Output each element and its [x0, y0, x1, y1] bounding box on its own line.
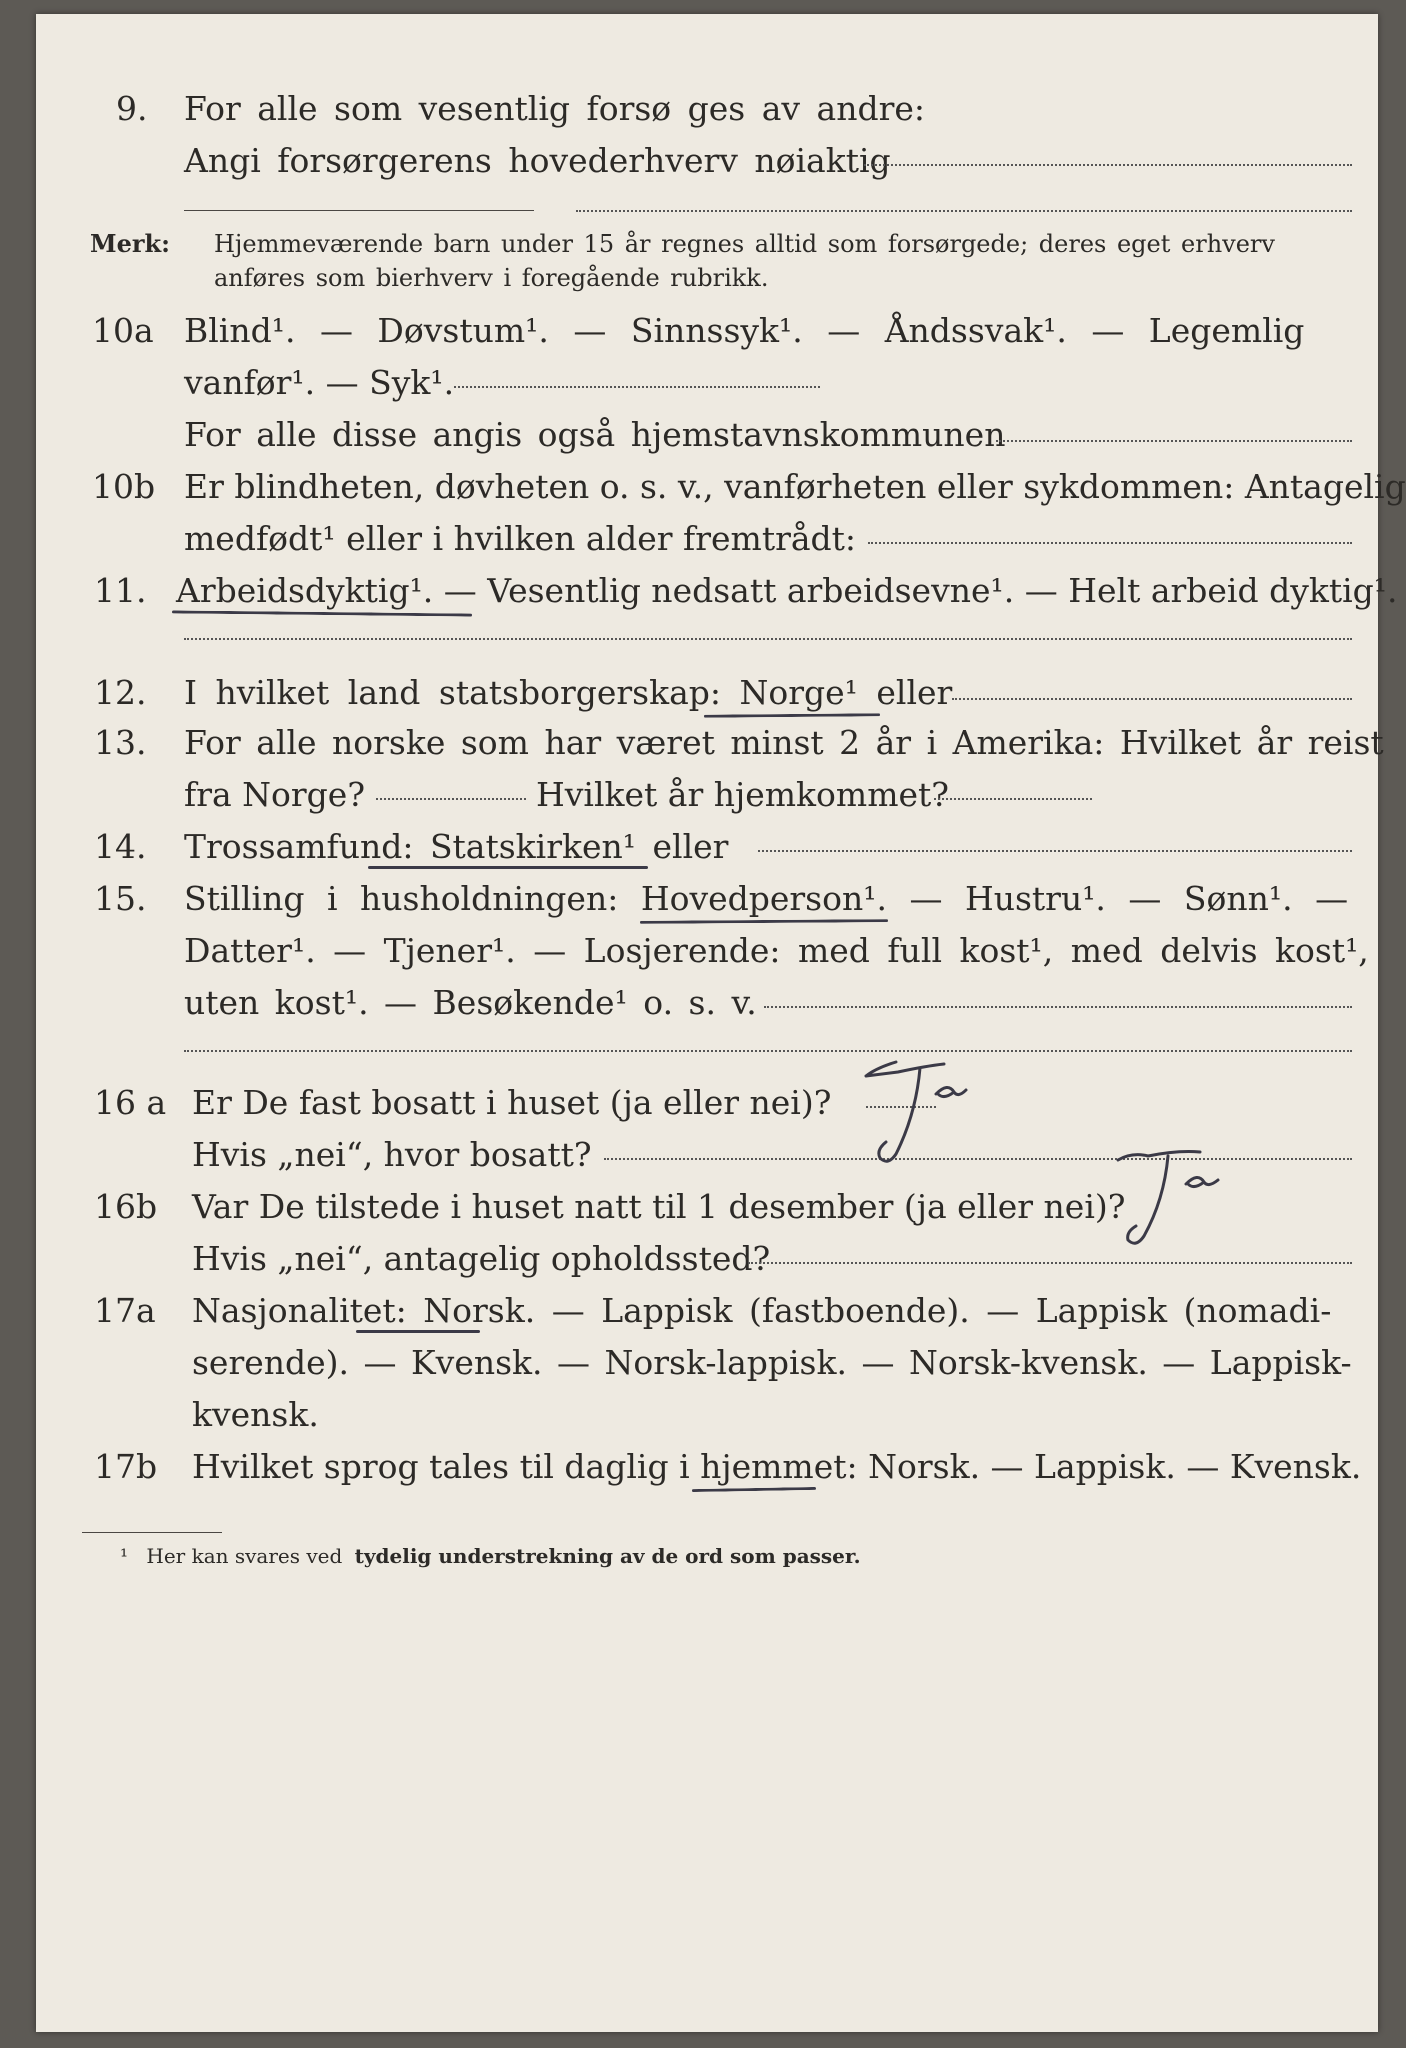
- q11-underline-mark: [172, 610, 472, 616]
- footnote-text-bold: tydelig understrekning av de ord som passer.: [354, 1544, 861, 1568]
- q16b-line1: Var De tilstede i huset natt til 1 desember (ja eller nei)?: [192, 1187, 1126, 1226]
- q14-answer-field[interactable]: [758, 850, 1352, 852]
- q14-line1: Trossamfund: Statskirken¹ eller: [184, 827, 729, 866]
- q16b-handwritten-ja: [1108, 1140, 1308, 1260]
- item-number-10b: 10b: [92, 467, 156, 506]
- item-number-10a: 10a: [92, 311, 154, 350]
- footnote: [120, 1546, 861, 1566]
- q15-answer-field[interactable]: [764, 1006, 1352, 1008]
- q12-answer-field[interactable]: [952, 698, 1352, 700]
- item-number-14: 14.: [94, 827, 147, 866]
- footnote-rule: [82, 1532, 222, 1533]
- q11-rule: [184, 638, 1352, 640]
- item-number-17b: 17b: [94, 1447, 158, 1486]
- q12-underline-mark: [704, 713, 880, 718]
- q11-line1: Arbeidsdyktig¹. — Vesentlig nedsatt arbeidsevne¹. — Helt arbeid dyktig¹.: [176, 571, 1398, 610]
- item-number-16a: 16 a: [94, 1083, 167, 1122]
- q9-rule-left: [184, 210, 534, 211]
- q10a-line2: vanfør¹. — Syk¹.: [184, 363, 455, 402]
- q14-underline-mark: [368, 866, 648, 869]
- item-number-15: 15.: [94, 879, 147, 918]
- item-number-16b: 16b: [94, 1187, 158, 1226]
- q10b-line2: medfødt¹ eller i hvilken alder fremtrådt:: [184, 519, 857, 558]
- q15-underline-mark: [640, 919, 888, 924]
- footnote-mark: ¹: [120, 1544, 129, 1568]
- q15-rule: [184, 1050, 1352, 1052]
- merk-label: Merk:: [90, 229, 170, 258]
- q17a-line1: Nasjonalitet: Norsk. — Lappisk (fastboende). — Lappisk (nomadi-: [192, 1291, 1332, 1330]
- q16a-line1: Er De fast bosatt i huset (ja eller nei)?: [192, 1083, 832, 1122]
- item-number-17a: 17a: [94, 1291, 156, 1330]
- q17b-underline-mark: [692, 1487, 816, 1492]
- q10b-answer-field[interactable]: [868, 542, 1352, 544]
- q9-rule-right[interactable]: [576, 210, 1352, 212]
- q13-line1: For alle norske som har været minst 2 år i Amerika: Hvilket år reist: [184, 723, 1384, 762]
- footnote-text: Her kan svares ved: [146, 1544, 343, 1568]
- q13-hjemkommet-field[interactable]: [934, 798, 1092, 800]
- q17b-line1: Hvilket sprog tales til daglig i hjemmet: Norsk. — Lappisk. — Kvensk.: [192, 1447, 1362, 1486]
- q15-line3: uten kost¹. — Besøkende¹ o. s. v.: [184, 983, 757, 1022]
- q9-line2: Angi forsørgerens hovederhverv nøiaktig: [184, 141, 891, 180]
- q16a-line2: Hvis „nei“, hvor bosatt?: [192, 1135, 592, 1174]
- q16b-line2: Hvis „nei“, antagelig opholdssted?: [192, 1239, 771, 1278]
- q16b-opholdssted-field[interactable]: [748, 1262, 1352, 1264]
- q10b-line1: Er blindheten, døvheten o. s. v., vanførheten eller sykdommen: Antagelig: [184, 467, 1406, 506]
- q15-line2: Datter¹. — Tjener¹. — Losjerende: med full kost¹, med delvis kost¹,: [184, 931, 1369, 970]
- census-form-page: [36, 14, 1406, 2032]
- q10a-answer-field[interactable]: [454, 386, 820, 388]
- q17a-line3: kvensk.: [192, 1395, 319, 1434]
- q16a-handwritten-ja: [836, 1054, 1036, 1174]
- q13-line2a: fra Norge?: [184, 775, 366, 814]
- q9-line1: For alle som vesentlig forsø ges av andre:: [184, 89, 925, 128]
- merk-line1: Hjemmeværende barn under 15 år regnes alltid som forsørgede; deres eget erhverv: [214, 230, 1275, 258]
- q15-line1: Stilling i husholdningen: Hovedperson¹. — Hustru¹. — Sønn¹. —: [184, 879, 1349, 918]
- q13-line2b: Hvilket år hjemkommet?: [536, 775, 949, 814]
- item-number-12: 12.: [94, 673, 147, 712]
- item-number-13: 13.: [94, 723, 147, 762]
- q13-reist-field[interactable]: [376, 798, 526, 800]
- merk-line2: anføres som bierhverv i foregående rubrikk.: [214, 264, 769, 292]
- q12-line1: I hvilket land statsborgerskap: Norge¹ eller: [184, 673, 953, 712]
- q9-answer-field[interactable]: [864, 164, 1352, 166]
- item-number-9: 9.: [116, 89, 148, 128]
- q17a-underline-mark: [356, 1330, 480, 1333]
- q10a-line1: Blind¹. — Døvstum¹. — Sinnssyk¹. — Åndssvak¹. — Legemlig: [184, 311, 1305, 350]
- q10a-line3: For alle disse angis også hjemstavnskommunen: [184, 415, 1006, 454]
- q17a-line2: serende). — Kvensk. — Norsk-lappisk. — Norsk-kvensk. — Lappisk-: [192, 1343, 1352, 1382]
- q10a-hjemstavn-field[interactable]: [996, 440, 1352, 442]
- item-number-11: 11.: [94, 571, 147, 610]
